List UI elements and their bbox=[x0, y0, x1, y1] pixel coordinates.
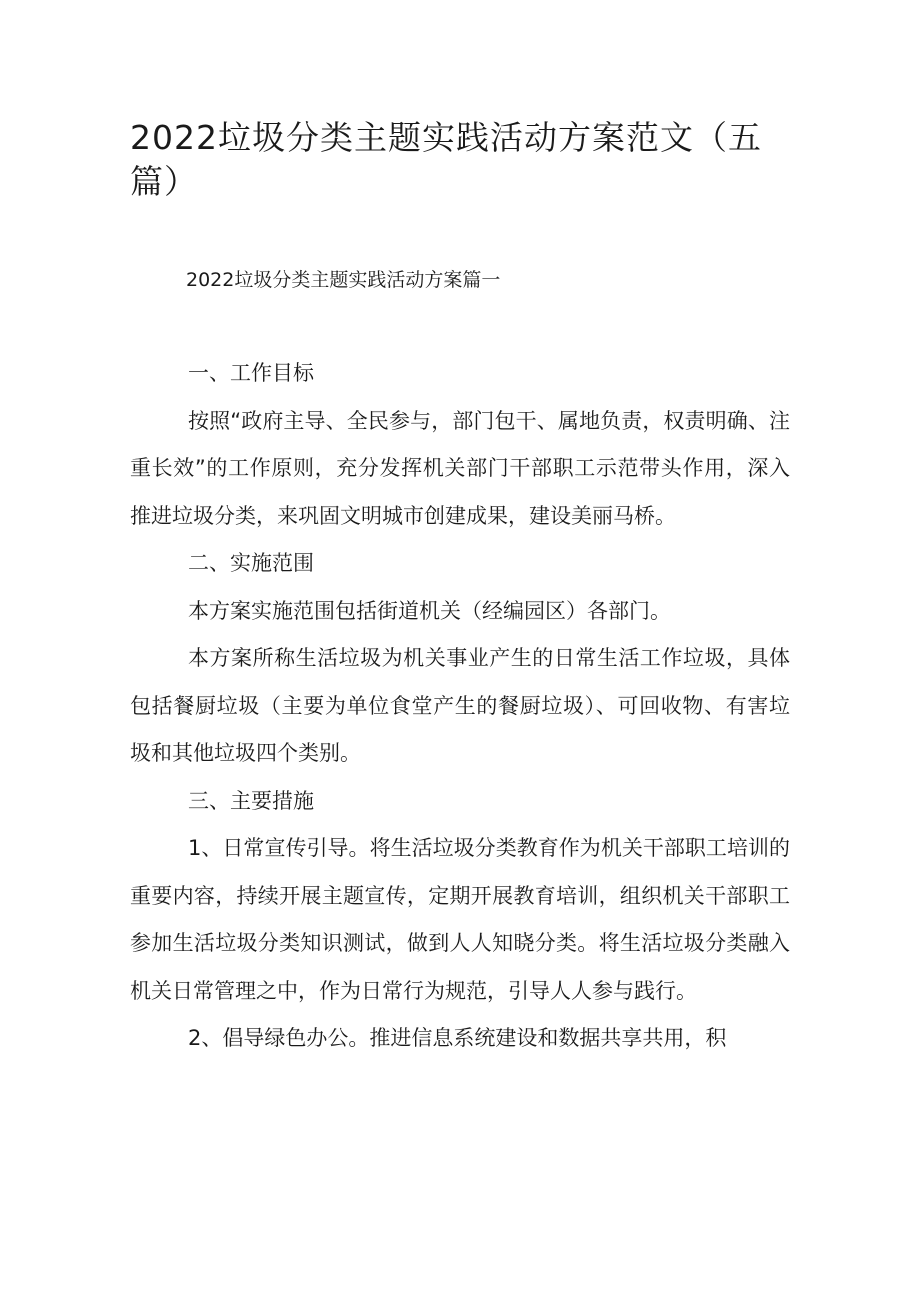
document-title: 2022垃圾分类主题实践活动方案范文（五篇） bbox=[130, 118, 762, 201]
paragraph-measure-2: 2、倡导绿色办公。推进信息系统建设和数据共享共用，积 bbox=[188, 1026, 727, 1050]
paragraph-measure-1: 1、日常宣传引导。将生活垃圾分类教育作为机关干部职工培训的重要内容，持续开展主题宣传，定期开展教育培训，组织机关干部职工参加生活垃圾分类知识测试，做到人人知晓分类。将生活垃圾分类融入机关日常管理之中，作为日常行为规范，引导人人参与践行。 bbox=[130, 836, 790, 1003]
heading-main-measures: 三、主要措施 bbox=[188, 788, 314, 813]
heading-work-goal: 一、工作目标 bbox=[188, 361, 314, 385]
document-body bbox=[130, 350, 790, 1063]
paragraph-garbage-definition: 本方案所称生活垃圾为机关事业产生的日常生活工作垃圾，具体包括餐厨垃圾（主要为单位食堂产生的餐厨垃圾）、可回收物、有害垃圾和其他垃圾四个类别。 bbox=[130, 646, 790, 765]
paragraph-scope: 本方案实施范围包括街道机关（经编园区）各部门。 bbox=[188, 598, 671, 623]
paragraph-work-goal: 按照“政府主导、全民参与，部门包干、属地负责，权责明确、注重长效”的工作原则，充分发挥机关部门干部职工示范带头作用，深入推进垃圾分类，来巩固文明城市创建成果，建设美丽马桥。 bbox=[130, 408, 790, 528]
heading-scope: 二、实施范围 bbox=[188, 551, 314, 575]
section-subtitle: 2022垃圾分类主题实践活动方案篇一 bbox=[186, 269, 501, 291]
